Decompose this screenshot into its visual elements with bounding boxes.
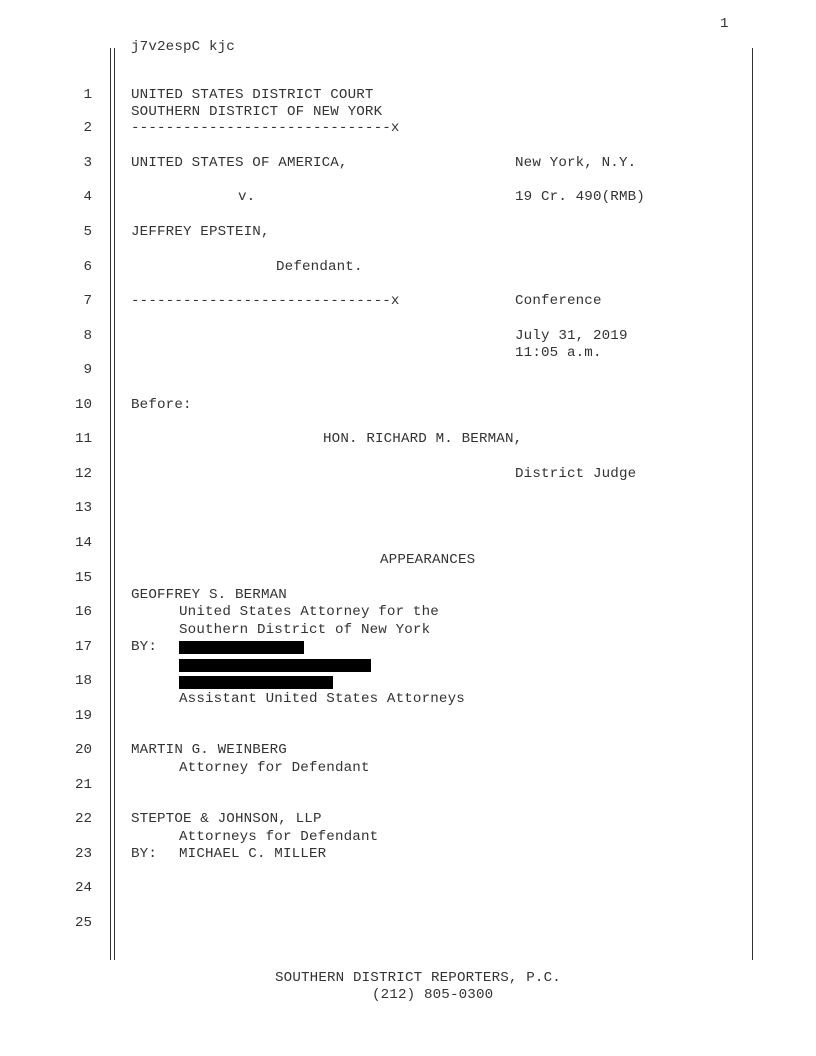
line-number: 20 [74, 742, 92, 758]
government-by-label: BY: [131, 639, 157, 655]
before-label: Before: [131, 397, 192, 413]
defendant-label: Defendant. [276, 259, 363, 275]
line-number: 8 [83, 328, 92, 344]
header-code: j7v2espC kjc [131, 39, 235, 55]
government-name: GEOFFREY S. BERMAN [131, 587, 287, 603]
footer-phone: (212) 805-0300 [372, 987, 494, 1003]
line-number: 21 [74, 777, 92, 793]
line-number: 5 [83, 224, 92, 240]
line-number: 17 [74, 639, 92, 655]
line-number: 16 [74, 604, 92, 620]
defense2-by-name: MICHAEL C. MILLER [179, 846, 327, 862]
line-number: 9 [83, 362, 92, 378]
redaction-bar [179, 659, 371, 672]
court-name-line1: UNITED STATES DISTRICT COURT [131, 87, 374, 103]
appearances-heading: APPEARANCES [380, 552, 476, 568]
caption-divider-bottom: ------------------------------x [131, 293, 400, 309]
defense1-role: Attorney for Defendant [179, 760, 370, 776]
proceeding-time: 11:05 a.m. [515, 345, 602, 361]
judge-title: District Judge [515, 466, 637, 482]
redaction-bar [179, 676, 333, 689]
line-number: 1 [83, 87, 92, 103]
line-number: 18 [74, 673, 92, 689]
line-number: 6 [83, 259, 92, 275]
case-number: 19 Cr. 490(RMB) [515, 189, 645, 205]
line-number: 22 [74, 811, 92, 827]
footer-reporter: SOUTHERN DISTRICT REPORTERS, P.C. [275, 970, 561, 986]
line-number: 11 [74, 431, 92, 447]
line-number: 14 [74, 535, 92, 551]
caption-divider-top: ------------------------------x [131, 120, 400, 136]
left-margin-rule-outer [110, 48, 111, 960]
line-number: 24 [74, 880, 92, 896]
line-number: 12 [74, 466, 92, 482]
defense2-role: Attorneys for Defendant [179, 829, 379, 845]
left-margin-rule-inner [114, 48, 115, 960]
proceeding-type: Conference [515, 293, 602, 309]
redaction-bar [179, 641, 304, 654]
government-role-line2: Southern District of New York [179, 622, 431, 638]
page-number: 1 [720, 16, 729, 32]
line-number: 13 [74, 500, 92, 516]
line-number: 3 [83, 155, 92, 171]
line-number: 25 [74, 915, 92, 931]
government-role-line1: United States Attorney for the [179, 604, 439, 620]
line-number: 10 [74, 397, 92, 413]
government-by-role: Assistant United States Attorneys [179, 691, 465, 707]
line-number: 19 [74, 708, 92, 724]
line-number: 15 [74, 570, 92, 586]
proceeding-date: July 31, 2019 [515, 328, 628, 344]
line-number: 2 [83, 120, 92, 136]
line-number: 23 [74, 846, 92, 862]
defense2-name: STEPTOE & JOHNSON, LLP [131, 811, 322, 827]
defendant-name: JEFFREY EPSTEIN, [131, 224, 270, 240]
plaintiff-name: UNITED STATES OF AMERICA, [131, 155, 348, 171]
judge-name: HON. RICHARD M. BERMAN, [323, 431, 523, 447]
defense1-name: MARTIN G. WEINBERG [131, 742, 287, 758]
versus: v. [238, 189, 256, 205]
location: New York, N.Y. [515, 155, 637, 171]
court-name-line2: SOUTHERN DISTRICT OF NEW YORK [131, 104, 383, 120]
line-number: 4 [83, 189, 92, 205]
right-margin-rule [752, 48, 753, 960]
defense2-by-label: BY: [131, 846, 157, 862]
line-number: 7 [83, 293, 92, 309]
